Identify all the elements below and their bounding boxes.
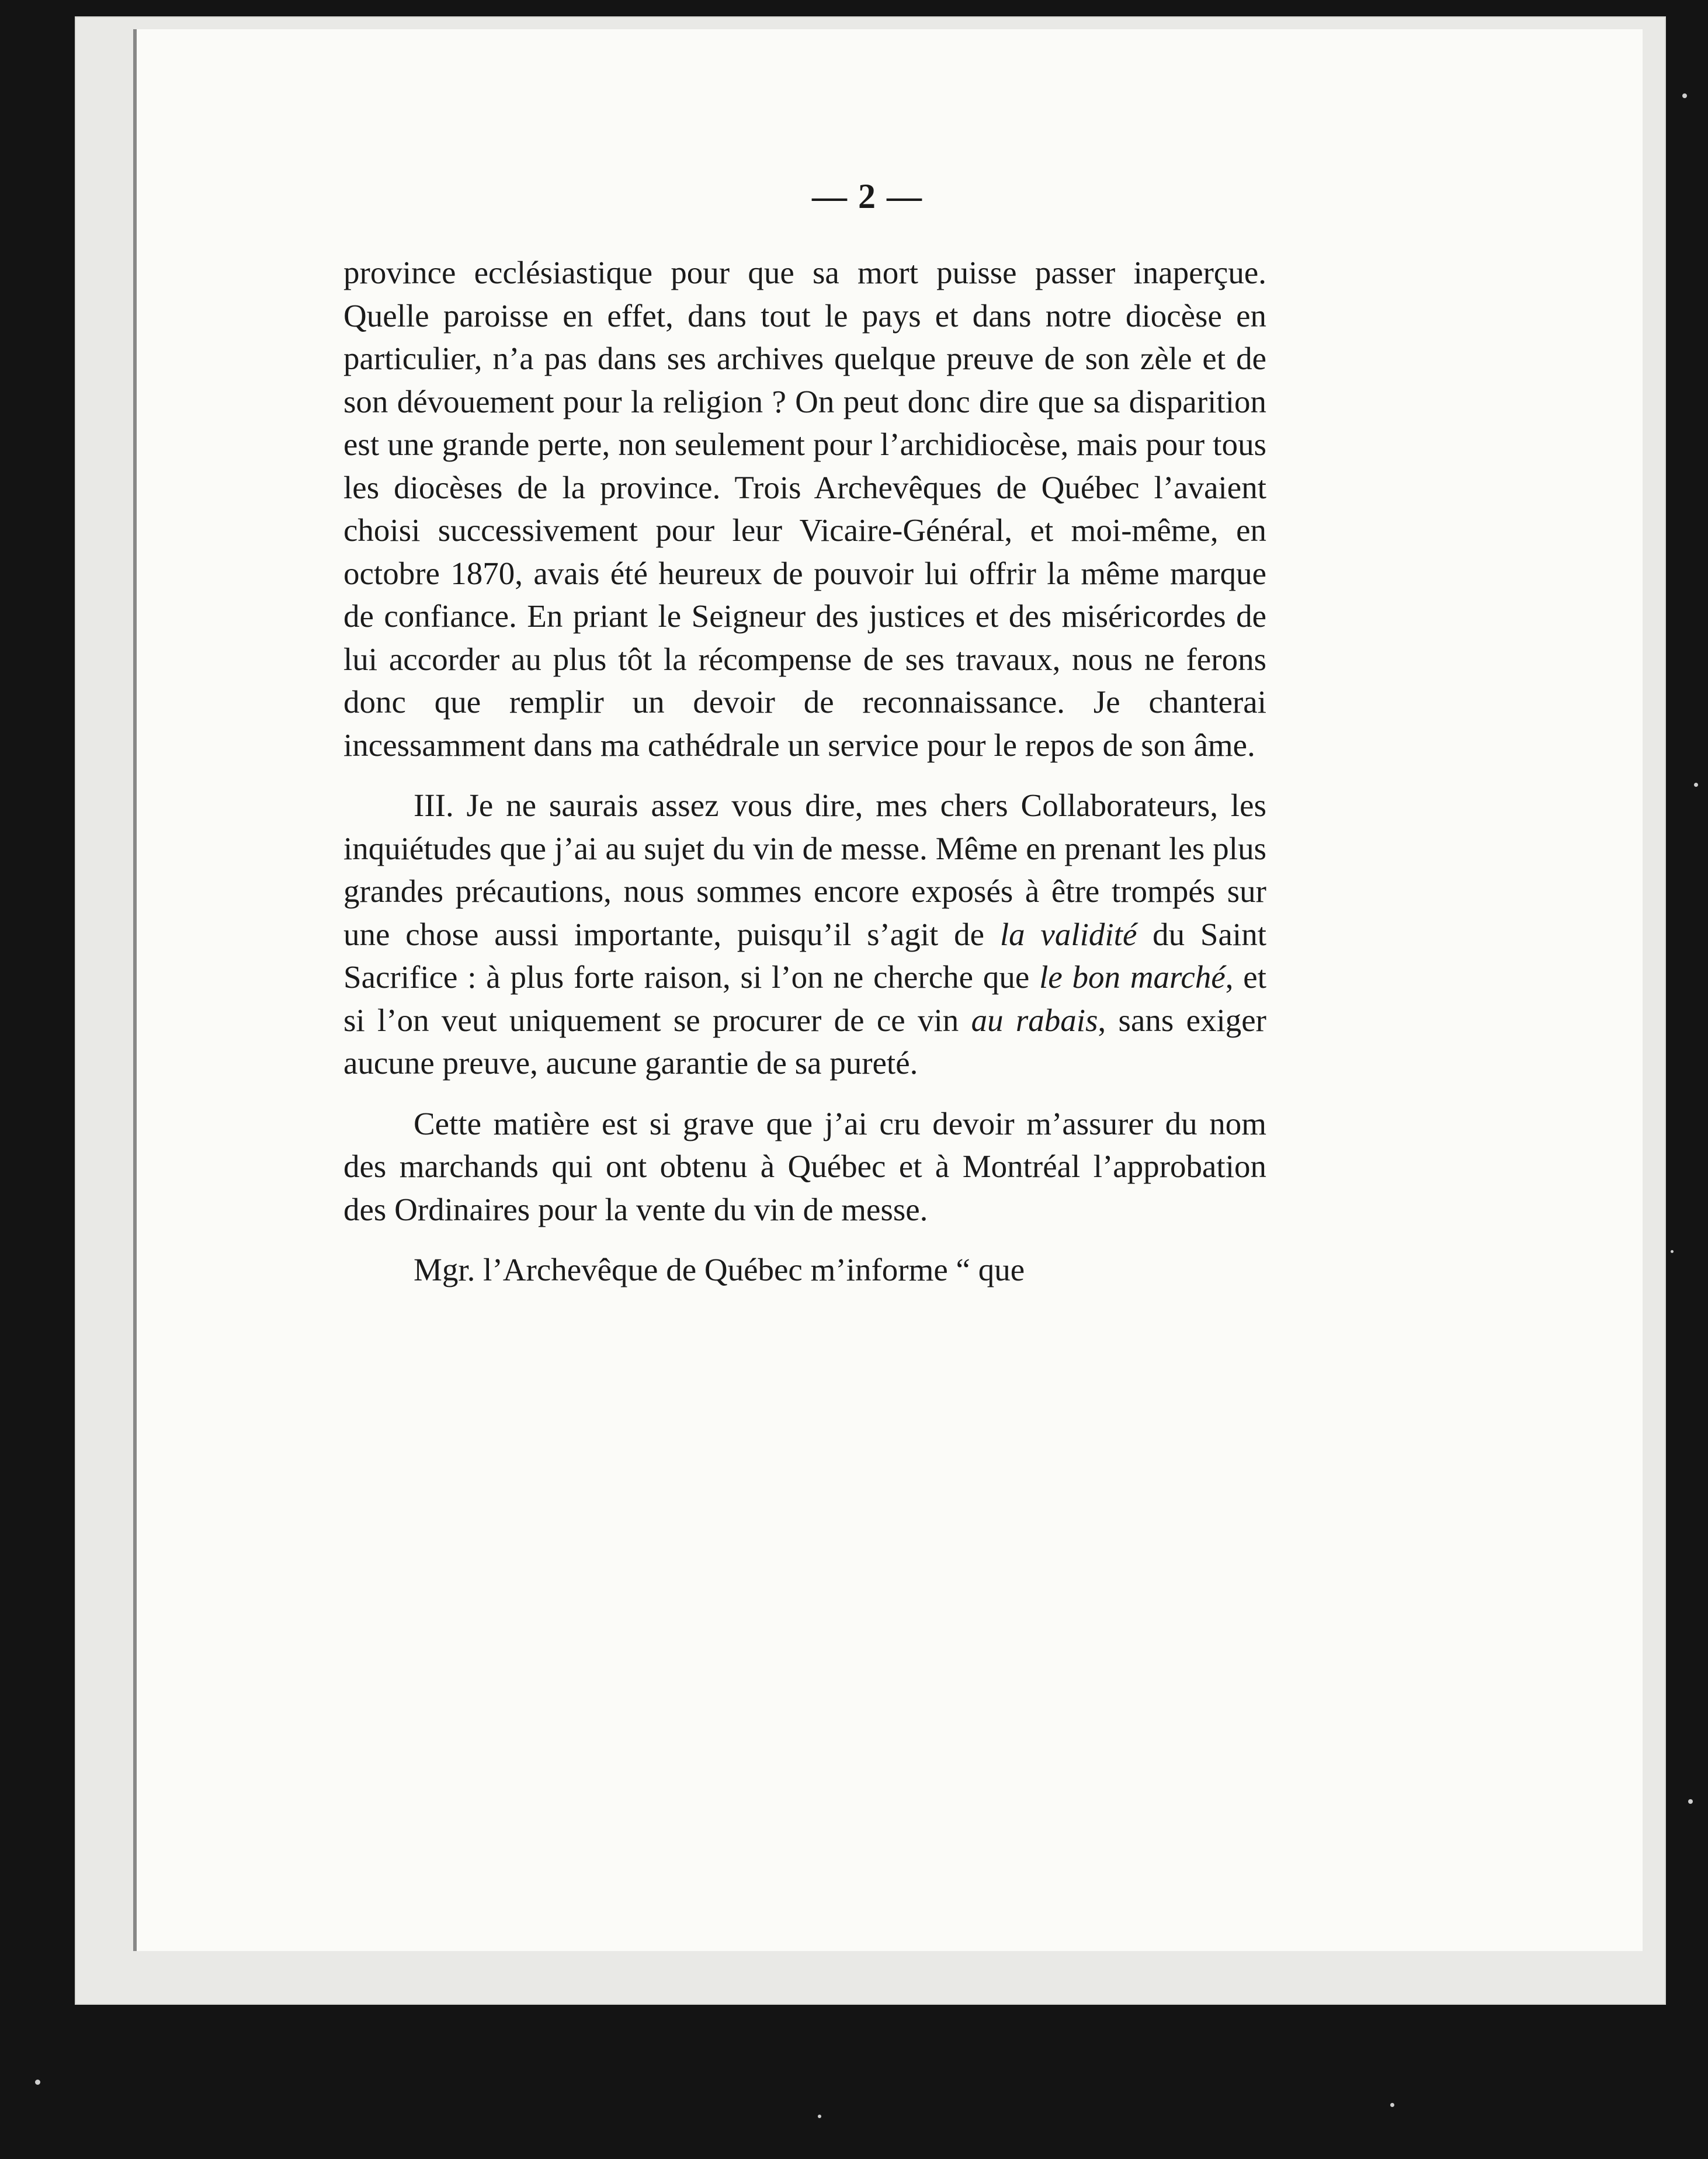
paragraph xyxy=(343,784,1266,1085)
italic-phrase: la validité xyxy=(999,916,1137,952)
scan-speck xyxy=(1671,1250,1674,1253)
paragraph-text: , sans exiger aucune preuve, aucune garantie de sa pureté. xyxy=(343,1002,1267,1081)
paragraph xyxy=(343,1102,1266,1231)
page-left-edge xyxy=(133,29,137,1951)
paragraph-text: Mgr. l’Archevêque de Québec m’informe “ que xyxy=(414,1252,1025,1287)
paragraph-text: Cette matière est si grave que j’ai cru devoir m’assurer du nom des marchands qui ont obtenu à Québec et à Montréal l’approbation des Ordinaires pour la vente du vin de messe. xyxy=(343,1105,1266,1227)
body-text xyxy=(343,251,1266,1292)
page-number: — 2 — xyxy=(812,177,923,216)
paragraph-text: , et si l’on veut uniquement se procurer de ce vin xyxy=(343,959,1266,1038)
scan-speck xyxy=(1694,783,1698,787)
italic-phrase: le bon marché xyxy=(1039,959,1226,995)
paragraph xyxy=(343,1248,1266,1292)
paragraph xyxy=(343,251,1266,766)
scan-speck xyxy=(818,2115,821,2118)
paragraph-text: III. Je ne saurais assez vous dire, mes chers Collaborateurs, les inquiétudes que j’ai au sujet du vin de messe. Même en prenant les plus grandes précautions, nous sommes encore exposés à être trompés sur une chose aussi importante, puisqu’il s’agit de xyxy=(343,787,1266,952)
scan-speck xyxy=(1682,93,1687,98)
italic-phrase: au rabais xyxy=(971,1002,1098,1038)
scan-speck xyxy=(1390,2103,1394,2107)
paragraph-text: du Saint Sacrifice : à plus forte raison, si l’on ne cherche que xyxy=(343,916,1266,995)
scan-speck xyxy=(1688,1799,1693,1804)
document-page xyxy=(133,29,1643,1951)
scan-speck xyxy=(35,2080,40,2085)
paragraph-text: province ecclésiastique pour que sa mort puisse passer inaperçue. Quelle paroisse en effet, dans tout le pays et dans notre diocèse en particulier, n’a pas dans ses archives quelque preuve de son zèle et de son dévouement pour la religion ? On peut donc dire que sa disparition est une grande perte, non seulement pour l’archidiocèse, mais pour tous les diocèses de la province. Trois Archevêques de Québec l’avaient choisi successivement pour leur Vicaire-Général, et moi-même, en octobre 1870, avais été heureux de pouvoir lui offrir la même marque de confiance. En priant le Seigneur des justices et des miséricordes de lui accorder au plus tôt la récompense de ses travaux, nous ne ferons donc que remplir un devoir de reconnaissance. Je chanterai incessamment dans ma cathédrale un service pour le repos de son âme. xyxy=(343,255,1266,763)
